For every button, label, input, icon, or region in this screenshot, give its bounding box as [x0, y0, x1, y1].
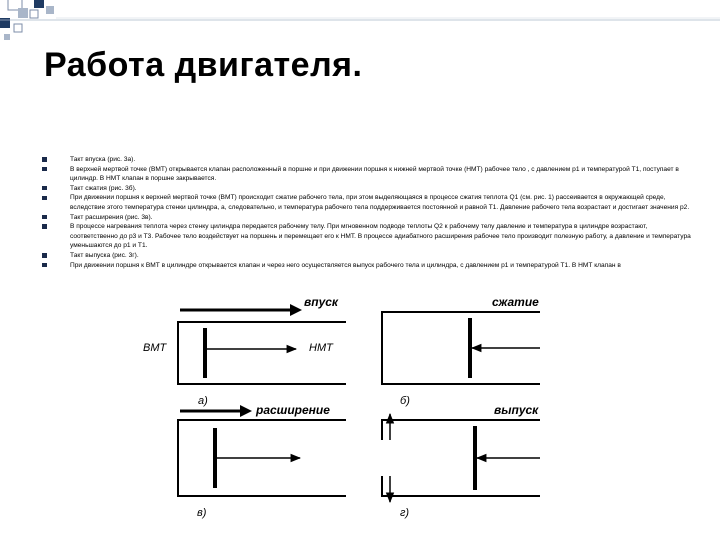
cylinder-d-top: [382, 420, 540, 440]
cylinder-d-bottom: [382, 476, 540, 496]
corner-decoration: [0, 0, 720, 40]
bullet-item: Такт расширения (рис. 3в).: [40, 213, 695, 223]
bullet-item: При движении поршня к ВМТ в цилиндре открывается клапан и через него осуществляется выпуск рабочего тела и цилиндра, с давлением р1 и температурой Т1. В НМТ клапан в: [40, 261, 695, 271]
diagram-expansion: [178, 403, 346, 519]
heat-arrow-head: [240, 405, 252, 417]
bullet-item: Такт впуска (рис. 3а).: [40, 155, 695, 165]
diagram-label-intake: впуск: [304, 295, 339, 309]
engine-cycle-diagrams: [0, 290, 720, 540]
label-bdc: НМТ: [309, 342, 333, 354]
intake-arrow-head: [290, 304, 302, 316]
page-title: Работа двигателя.: [44, 46, 363, 84]
caption-c: в): [197, 507, 207, 519]
bullet-item: Такт сжатия (рис. 3б).: [40, 184, 695, 194]
bullet-item: При движении поршня к верхней мертвой точке (ВМТ) происходит сжатие рабочего тела, при этом выделяющаяся в процессе сжатия теплота Q1 (см. рис. 1) рассеивается в окружающей среде, вследствие этого температура стенки цилиндра, а, следовательно, и температура рабочего тела поддерживается постоянной и равной Т1. Давление рабочего тела возрастает и достигает значения р2.: [40, 193, 695, 212]
diagram-exhaust: [382, 403, 540, 519]
diagram-label-expansion: расширение: [256, 403, 330, 417]
diagram-compression: [382, 295, 540, 407]
diagram-label-compression: сжатие: [492, 295, 539, 309]
caption-d: г): [400, 507, 410, 519]
caption-b: б): [400, 395, 410, 407]
label-tdc: ВМТ: [143, 342, 167, 354]
diagram-label-exhaust: выпуск: [494, 403, 539, 417]
bullet-item: Такт выпуска (рис. 3г).: [40, 251, 695, 261]
caption-a: а): [198, 395, 208, 407]
diagram-intake: [143, 295, 346, 407]
bullet-list: [40, 155, 695, 270]
bullet-item: В верхней мертвой точке (ВМТ) открывается клапан расположенный в поршне и при движении поршня к нижней мертвой точке (НМТ) рабочее тело , с давлением р1 и температурой Т1, поступает в цилиндр. В НМТ клапан в поршне закрывается.: [40, 165, 695, 184]
bullet-item: В процессе нагревания теплота через стенку цилиндра передается рабочему телу. При мгновенном подводе теплоты Q2 к рабочему телу давление и температура в цилиндре возрастают, соответственно до р3 и Т3. Рабочее тело воздействует на поршень и перемещает его к НМТ. В процессе адиабатного расширения рабочее тело производит полезную работу, а давление и температура уменьшаются до р1 и Т1.: [40, 222, 695, 251]
